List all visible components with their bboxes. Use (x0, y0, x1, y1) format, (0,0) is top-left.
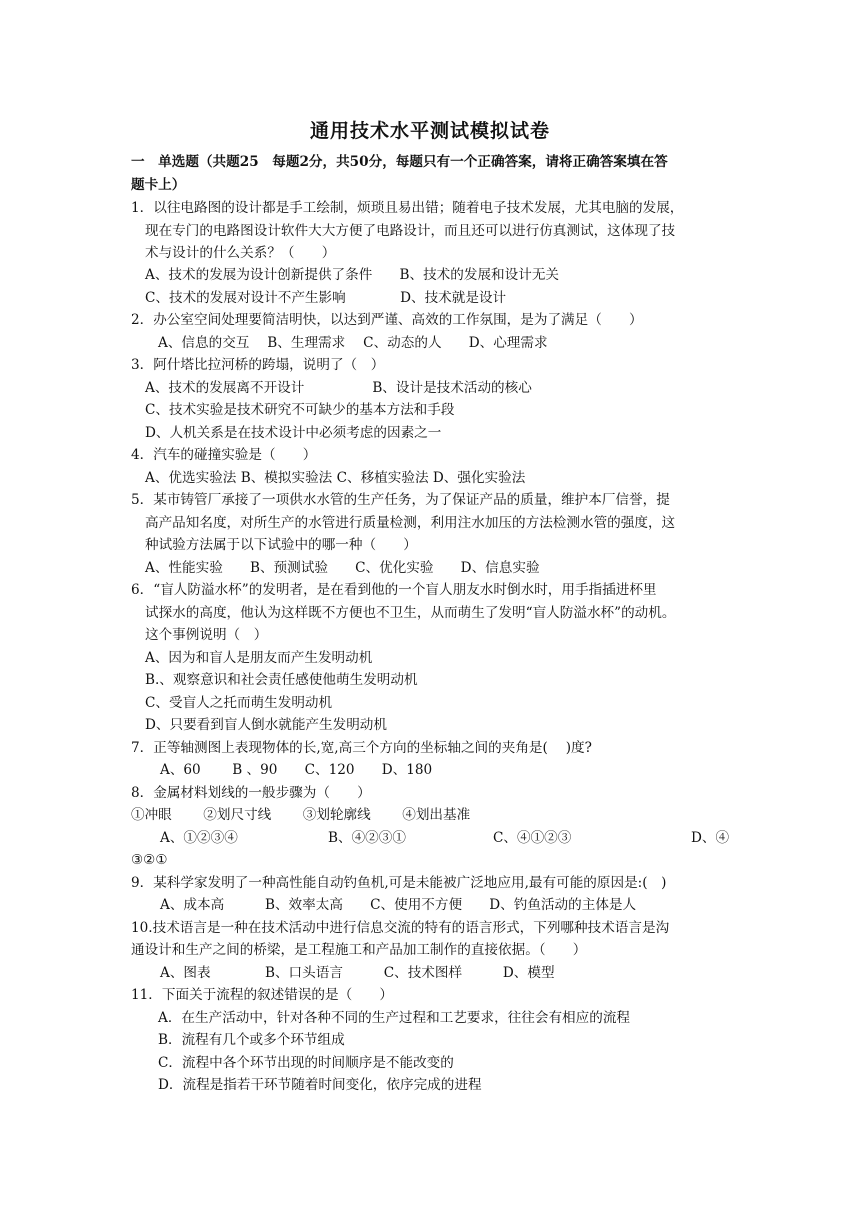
question-8-option-d: ③②① (131, 852, 168, 868)
question-3-options: D、人机关系是在技术设计中必须考虑的因素之一 (145, 425, 442, 441)
section-header-line-1: 一 单选题（共题25 每题2分，共50分，每题只有一个正确答案，请将正确答案填在答 (131, 154, 668, 170)
question-3-options: C、技术实验是技术研究不可缺少的基本方法和手段 (145, 402, 455, 418)
question-8-option-a: A、①②③④ (160, 830, 238, 846)
question-1-stem: 1．以往电路图的设计都是手工绘制，烦琐且易出错；随着电子技术发展，尤其电脑的发展， (131, 200, 684, 216)
question-10-stem: 10.技术语言是一种在技术活动中进行信息交流的特有的语言形式，下列哪种技术语言是沟 (131, 920, 670, 936)
question-2-stem: 2．办公室空间处理要简洁明快，以达到严谨、高效的工作氛围，是为了满足（ ） (131, 312, 643, 328)
question-7-stem: 7．正等轴测图上表现物体的长,宽,高三个方向的坐标轴之间的夹角是( )度? (131, 740, 592, 756)
question-5-stem: 5．某市铸管厂承接了一项供水水管的生产任务，为了保证产品的质量，维护本厂信誉，提 (131, 492, 670, 508)
question-4-stem: 4．汽车的碰撞实验是（ ） (131, 447, 317, 463)
question-6-stem: 试探水的高度，他认为这样既不方便也不卫生，从而萌生了发明“盲人防溢水杯”的动机。 (145, 605, 676, 621)
question-3-stem: 3．阿什塔比拉河桥的跨塌，说明了（ ） (131, 357, 385, 373)
question-5-stem: 高产品知名度，对所生产的水管进行质量检测，利用注水加压的方法检测水管的强度，这 (145, 515, 676, 531)
question-7-options: A、60 B 、90 C、120 D、180 (160, 762, 433, 778)
question-1-options: A、技术的发展为设计创新提供了条件 B、技术的发展和设计无关 (145, 267, 560, 283)
question-6-options: D、只要看到盲人倒水就能产生发明动机 (145, 717, 387, 733)
question-10-stem: 通设计和生产之间的桥梁，是工程施工和产品加工制作的直接依据。（ ） (131, 942, 587, 958)
question-11-options: A．在生产活动中，针对各种不同的生产过程和工艺要求，往往会有相应的流程 (158, 1010, 631, 1026)
question-1-stem: 术与设计的什么关系？（ ） (145, 245, 336, 261)
question-6-options: B.、观察意识和社会责任感使他萌生发明动机 (145, 672, 418, 688)
question-8-option-c: C、④①②③ (493, 830, 572, 846)
question-4-options: A、优选实验法 B、模拟实验法 C、移植实验法 D、强化实验法 (145, 470, 526, 486)
question-1-stem: 现在专门的电路图设计软件大大方便了电路设计，而且还可以进行仿真测试，这体现了技 (145, 223, 676, 239)
question-3-options: A、技术的发展离不开设计 B、设计是技术活动的核心 (145, 380, 532, 396)
question-6-stem: 这个事例说明（ ） (145, 627, 268, 643)
question-6-options: C、受盲人之托而萌生发明动机 (145, 695, 333, 711)
page-title: 通用技术水平测试模拟试卷 (309, 120, 550, 142)
question-11-options: B．流程有几个或多个环节组成 (158, 1032, 345, 1048)
question-8-steps: ①冲眼 ②划尺寸线 ③划轮廓线 ④划出基准 (131, 807, 471, 823)
question-10-options: A、图表 B、口头语言 C、技术图样 D、模型 (160, 965, 555, 981)
question-11-options: C．流程中各个环节出现的时间顺序是不能改变的 (158, 1055, 454, 1071)
question-6-stem: 6．“盲人防溢水杯”的发明者，是在看到他的一个盲人朋友水时倒水时，用手指插进杯里 (131, 582, 657, 598)
question-5-options: A、性能实验 B、预测试验 C、优化实验 D、信息实验 (145, 560, 540, 576)
question-8-stem: 8．金属材料划线的一般步骤为（ ） (131, 785, 371, 801)
question-9-stem: 9．某科学家发明了一种高性能自动钓鱼机,可是未能被广泛地应用,最有可能的原因是:( ) (131, 875, 667, 891)
question-1-options: C、技术的发展对设计不产生影响 D、技术就是设计 (145, 290, 507, 306)
question-11-stem: 11．下面关于流程的叙述错误的是（ ） (131, 987, 393, 1003)
question-2-options: A、信息的交互 B、生理需求 C、动态的人 D、心理需求 (158, 335, 548, 351)
section-header-line-2: 题卡上） (131, 177, 186, 193)
question-6-options: A、因为和盲人是朋友而产生发明动机 (145, 650, 373, 666)
question-8-option-d: D、④ (691, 830, 730, 846)
question-9-options: A、成本高 B、效率太高 C、使用不方便 D、钓鱼活动的主体是人 (160, 897, 637, 913)
question-11-options: D．流程是指若干环节随着时间变化，依序完成的进程 (158, 1077, 482, 1093)
question-8-option-b: B、④②③① (328, 830, 406, 846)
question-5-stem: 种试验方法属于以下试验中的哪一种（ ） (145, 537, 417, 553)
